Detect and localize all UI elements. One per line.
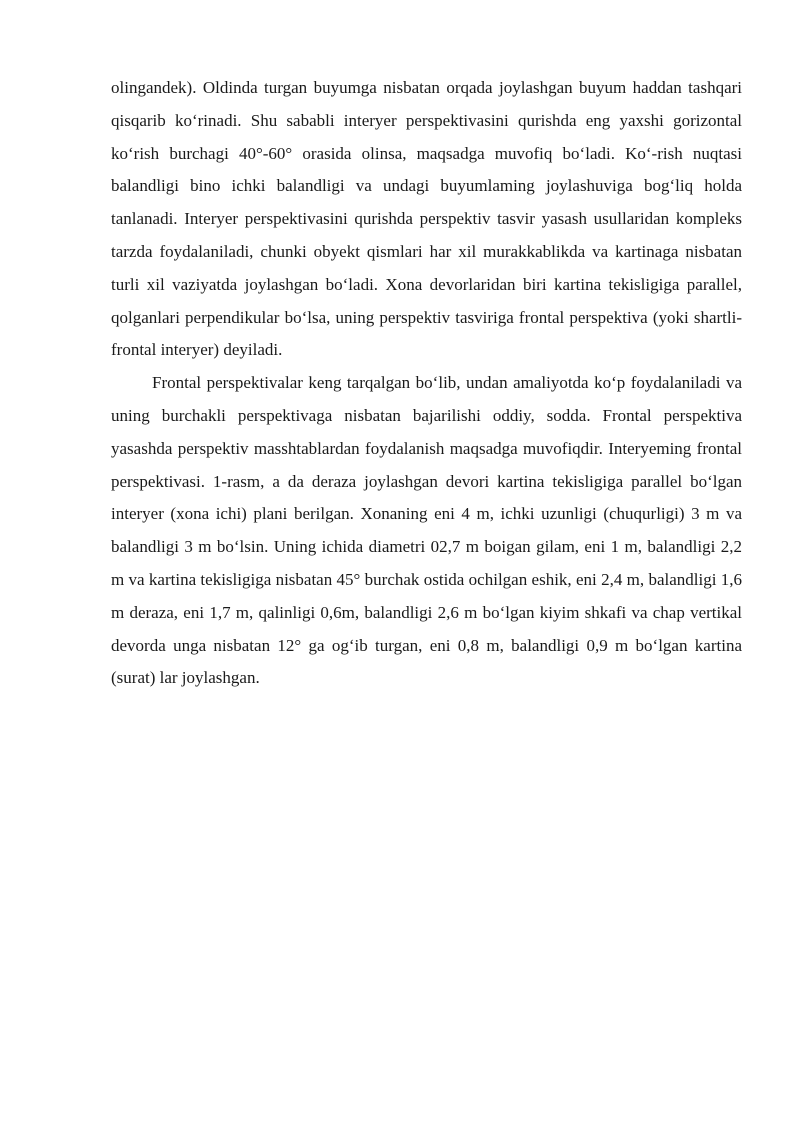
paragraph-continuation: olingandek). Oldinda turgan buyumga nisbatan orqada joylashgan buyum haddan tashqari qisqarib ko‘rinadi. Shu sababli interyer perspektivasini qurishda eng yaxshi gorizontal ko‘rish burchagi 40°-60° orasida olinsa, maqsadga muvofiq bo‘ladi. Ko‘-rish nuqtasi balandligi bino ichki balandligi va undagi buyumlaming joylashuviga bog‘liq holda tanlanadi. Interyer perspektivasini qurishda perspektiv tasvir yasash usullaridan kompleks tarzda foydalaniladi, chunki obyekt qismlari har xil murakkablikda va kartinaga nisbatan turli xil vaziyatda joylashgan bo‘ladi. Xona devorlaridan biri kartina tekisligiga parallel, qolganlari perpendikular bo‘lsa, uning perspektiv tasviriga frontal perspektiva (yoki shartli-frontal interyer) deyiladi. [111,78,742,360]
paragraph-frontal-perspective: Frontal perspektivalar keng tarqalgan bo‘lib, undan amaliyotda ko‘p foydalaniladi va uning burchakli perspektivaga nisbatan bajarilishi oddiy, sodda. Frontal perspektiva yasashda perspektiv masshtablardan foydalanish maqsadga muvofiqdir. Interyeming frontal perspektivasi. 1-rasm, a da deraza joylashgan devori kartina tekisligiga parallel bo‘lgan interyer (xona ichi) plani berilgan. Xonaning eni 4 m, ichki uzunligi (chuqurligi) 3 m va balandligi 3 m bo‘lsin. Uning ichida diametri 02,7 m boigan gilam, eni 1 m, balandligi 2,2 m va kartina tekisligiga nisbatan 45° burchak ostida ochilgan eshik, eni 2,4 m, balandligi 1,6 m deraza, eni 1,7 m, qalinligi 0,6m, balandligi 2,6 m bo‘lgan kiyim shkafi va chap vertikal devorda unga nisbatan 12° ga og‘ib turgan, eni 0,8 m, balandligi 0,9 m bo‘lgan kartina (surat) lar joylashgan. [111,373,742,688]
document-page [111,72,742,695]
